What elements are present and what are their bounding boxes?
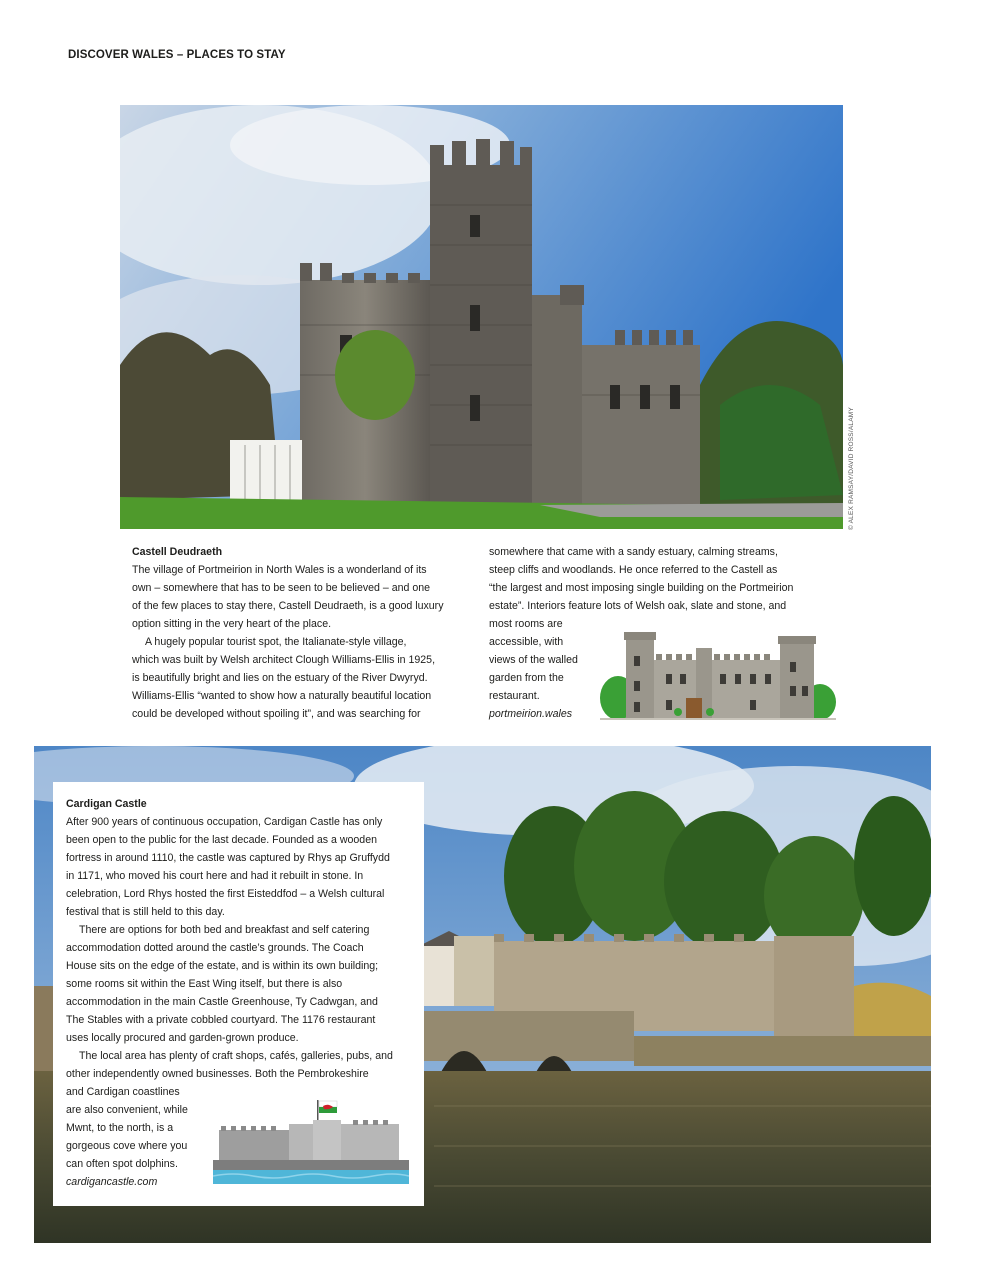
text-line: own – somewhere that has to be seen to be believed – and one bbox=[132, 582, 431, 594]
castell-column-1 bbox=[132, 543, 467, 723]
cardigan-illustration bbox=[213, 1098, 409, 1186]
castell-illustration bbox=[600, 626, 836, 720]
cardigan-title: Cardigan Castle bbox=[66, 798, 147, 810]
text-line: accommodation in the main Castle Greenhouse, Ty Cadwgan, and bbox=[66, 996, 378, 1008]
text-line: celebration, Lord Rhys hosted the first Eisteddfod – a Welsh cultural bbox=[66, 888, 385, 900]
text-line: fortress in around 1110, the castle was captured by Rhys ap Gruffydd bbox=[66, 852, 390, 864]
text-line: gorgeous cove where you bbox=[66, 1140, 188, 1152]
text-line: is beautifully bright and lies on the estuary of the River Dwyryd. bbox=[132, 672, 428, 684]
text-line: of the few places to stay there, Castell Deudraeth, is a good luxury bbox=[132, 600, 444, 612]
text-line: are also convenient, while bbox=[66, 1104, 188, 1116]
text-line: can often spot dolphins. bbox=[66, 1158, 178, 1170]
text-line: and Cardigan coastlines bbox=[66, 1086, 180, 1098]
text-line: “the largest and most imposing single building on the Portmeirion bbox=[489, 582, 794, 594]
text-line: some rooms sit within the East Wing itself, but there is also bbox=[66, 978, 343, 990]
text-line: somewhere that came with a sandy estuary, calming streams, bbox=[489, 546, 778, 558]
text-line: accommodation dotted around the castle’s grounds. The Coach bbox=[66, 942, 364, 954]
text-line: After 900 years of continuous occupation, Cardigan Castle has only bbox=[66, 816, 383, 828]
text-line: The Stables with a private cobbled courtyard. The 1176 restaurant bbox=[66, 1014, 376, 1026]
text-line: which was built by Welsh architect Clough Williams-Ellis in 1925, bbox=[132, 654, 436, 666]
text-line: garden from the bbox=[489, 672, 564, 684]
text-line: The local area has plenty of craft shops, cafés, galleries, pubs, and bbox=[79, 1050, 393, 1062]
page-header: DISCOVER WALES – PLACES TO STAY bbox=[68, 49, 286, 61]
text-line: The village of Portmeirion in North Wales is a wonderland of its bbox=[132, 564, 427, 576]
castell-title: Castell Deudraeth bbox=[132, 546, 223, 558]
text-line: Williams-Ellis “wanted to show how a naturally beautiful location bbox=[132, 690, 432, 702]
text-line: There are options for both bed and breakfast and self catering bbox=[79, 924, 370, 936]
text-line: been open to the public for the last decade. Founded as a wooden bbox=[66, 834, 377, 846]
text-line: could be developed without spoiling it”, and was searching for bbox=[132, 708, 421, 720]
text-line: A hugely popular tourist spot, the Italianate-style village, bbox=[145, 636, 407, 648]
cardigan-website-link[interactable]: cardigancastle.com bbox=[66, 1176, 158, 1188]
text-line: views of the walled bbox=[489, 654, 578, 666]
castell-website-link[interactable]: portmeirion.wales bbox=[489, 708, 573, 720]
text-line: uses locally procured and garden-grown produce. bbox=[66, 1032, 299, 1044]
text-line: restaurant. bbox=[489, 690, 540, 702]
text-line: House sits on the edge of the estate, and is within its own building; bbox=[66, 960, 379, 972]
text-line: most rooms are bbox=[489, 618, 563, 630]
text-line: estate”. Interiors feature lots of Welsh oak, slate and stone, and bbox=[489, 600, 787, 612]
text-line: option sitting in the very heart of the place. bbox=[132, 618, 332, 630]
text-line: festival that is still held to this day. bbox=[66, 906, 225, 918]
photo-credit: © ALEX RAMSAY/DAVID ROSS/ALAMY bbox=[848, 407, 855, 530]
text-line: steep cliffs and woodlands. He once referred to the Castell as bbox=[489, 564, 778, 576]
text-line: Mwnt, to the north, is a bbox=[66, 1122, 174, 1134]
text-line: in 1171, who moved his court here and had it rebuilt in stone. In bbox=[66, 870, 364, 882]
castell-deudraeth-photo bbox=[120, 105, 843, 529]
text-line: accessible, with bbox=[489, 636, 564, 648]
text-line: other independently owned businesses. Both the Pembrokeshire bbox=[66, 1068, 369, 1080]
